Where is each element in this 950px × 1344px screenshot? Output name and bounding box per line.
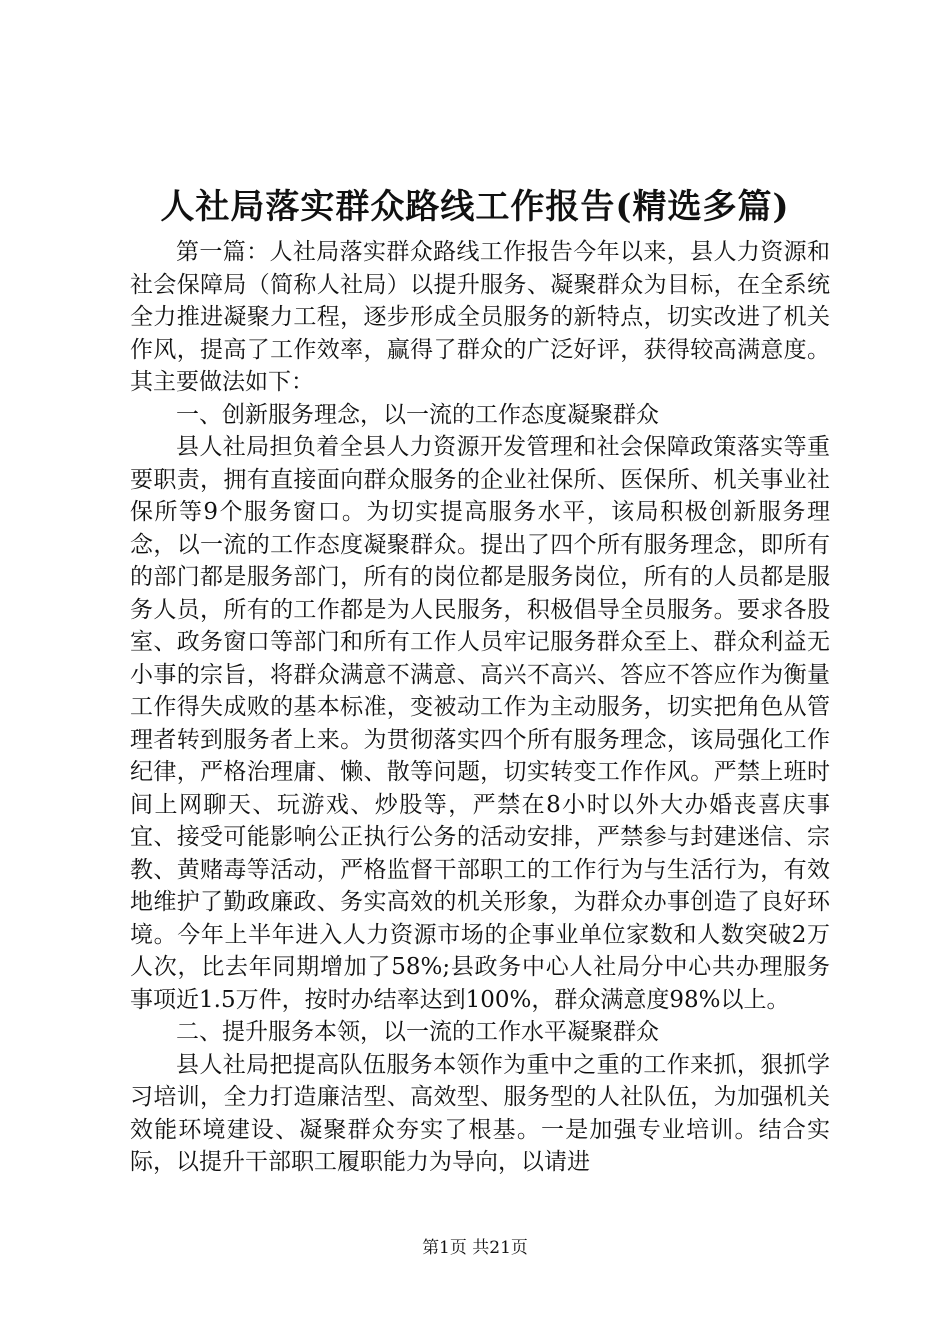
document-body [130,236,830,1179]
section-heading-1: 一、创新服务理念，以一流的工作态度凝聚群众 [176,401,659,428]
paragraph-section-2: 县人社局把提高队伍服务本领作为重中之重的工作来抓，狠抓学习培训，全力打造廉洁型、高效型、服务型的人社队伍，为加强机关效能环境建设、凝聚群众夯实了根基。一是加强专业培训。结合实际，以提升干部职工履职能力为导向，以请进 [130,1051,830,1175]
section-heading-2: 二、提升服务本领，以一流的工作水平凝聚群众 [176,1019,659,1045]
document-title: 人社局落实群众路线工作报告(精选多篇) [160,187,790,227]
paragraph-intro: 第一篇：人社局落实群众路线工作报告今年以来，县人力资源和社会保障局（简称人社局）以提升服务、凝聚群众为目标，在全系统全力推进凝聚力工程，逐步形成全员服务的新特点，切实改进了机关作风，提高了工作效率，赢得了群众的广泛好评，获得较高满意度。其主要做法如下： [130,239,830,395]
paragraph-section-1: 县人社局担负着全县人力资源开发管理和社会保障政策落实等重要职责，拥有直接面向群众服务的企业社保所、医保所、机关事业社保所等9个服务窗口。为切实提高服务水平，该局积极创新服务理念，以一流的工作态度凝聚群众。提出了四个所有服务理念，即所有的部门都是服务部门，所有的岗位都是服务岗位，所有的人员都是服务人员，所有的工作都是为人民服务，积极倡导全员服务。要求各股室、政务窗口等部门和所有工作人员牢记服务群众至上、群众利益无小事的宗旨，将群众满意不满意、高兴不高兴、答应不答应作为衡量工作得失成败的基本标准，变被动工作为主动服务，切实把角色从管理者转到服务者上来。为贯彻落实四个所有服务理念，该局强化工作纪律，严格治理庸、懒、散等问题，切实转变工作作风。严禁上班时间上网聊天、玩游戏、炒股等，严禁在8小时以外大办婚丧喜庆事宜、接受可能影响公正执行公务的活动安排，严禁参与封建迷信、宗教、黄赌毒等活动，严格监督干部职工的工作行为与生活行为，有效地维护了勤政廉政、务实高效的机关形象，为群众办事创造了良好环境。今年上半年进入人力资源市场的企事业单位家数和人数突破2万人次，比去年同期增加了58%;县政务中心人社局分中心共办理服务事项近1.5万件，按时办结率达到100%，群众满意度98%以上。 [130,434,830,1013]
page-number-footer: 第1页 共21页 [422,1238,528,1258]
